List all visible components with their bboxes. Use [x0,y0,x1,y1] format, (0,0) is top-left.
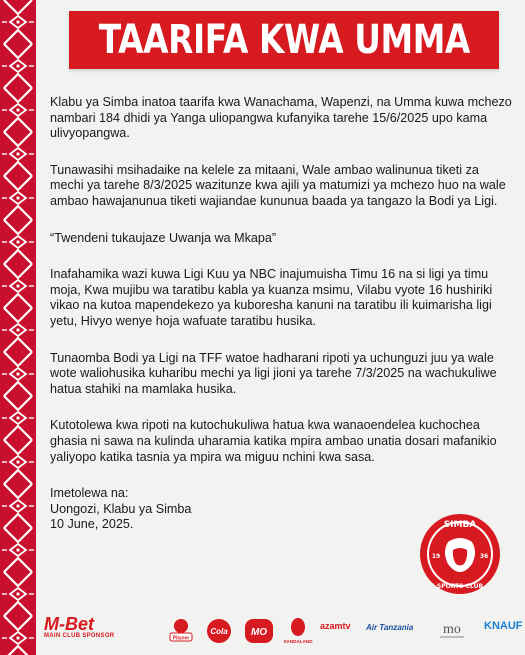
paragraph-4: Inafahamika wazi kuwa Ligi Kuu ya NBC inajumuisha Timu 16 na si ligi ya timu moja, Kwa mujibu wa taratibu kabla ya kuanza msimu, Vilabu vyote 16 hushiriki vikao na kutoa mapendekezo ya kuboresha kanuni na taratibu ili kuimarisha ligi yetu, Hivyo wenye hoja wafuate taratibu husika. [50,267,493,328]
sponsor-mo [244,618,274,649]
logo-name: SIMBA [443,520,477,530]
logo-year-left: 19 [431,553,441,560]
statement-body [50,95,512,533]
signature-organization: Uongozi, Klabu ya Simba [50,501,192,516]
mo-logo-icon [244,618,274,644]
page-title: TAARIFA KWA UMMA [98,17,470,63]
sponsor-cola [202,618,236,649]
signature-date: 10 June, 2025. [50,517,134,532]
pilsner-logo-icon [166,616,196,646]
sponsor-mo-assurance [434,618,470,647]
paragraph-1: Klabu ya Simba inatoa taarifa kwa Wanachama, Wapenzi, na Umma kuwa mchezo nambari 184 dhidi ya Yanga uliopangwa kufanyika tarehe 15/6/2025 upo kama ulivyopangwa. [50,95,512,141]
mo-assurance-logo-icon [434,618,470,642]
simba-sports-club-logo [418,512,502,596]
title-banner [69,11,499,69]
paragraph-6: Kutotolewa kwa ripoti na kutochukuliwa hatua kwa wanaoendelea kuchochea ghasia ni sawa na kulinda uharamia katika mpira ambao unatia dosari mafanikio yaliyopo katika tasnia ya mpira wa miguu nchini kwa sasa. [50,418,497,464]
quote-paragraph: “Twendeni tukaujaze Uwanja wa Mkapa” [50,230,277,245]
cola-logo-icon [202,618,236,644]
sponsor-air-tanzania: Air Tanzania [366,623,414,632]
sponsor-strip [36,608,525,655]
logo-year-right: 36 [479,553,489,560]
svg-text:mo: mo [443,622,461,637]
decorative-left-border [0,0,36,655]
sponsor-azam: azamtv [320,621,351,631]
logo-tagline: SPORTS CLUB [436,583,484,590]
mbet-main-sponsor-label: MAIN CLUB SPONSOR [44,633,115,639]
svg-text:MO: MO [250,627,268,638]
svg-text:SANDALAND: SANDALAND [283,639,313,644]
border-pattern [0,0,36,655]
mbet-logo-text: M-Bet [44,614,94,634]
sponsor-pilsner [166,616,196,651]
svg-text:Cola: Cola [210,627,228,636]
svg-text:Pilsner: Pilsner [172,635,190,642]
sandaland-logo-icon [280,616,316,646]
paragraph-2: Tunawasihi msihadaike na kelele za mitaani, Wale ambao walinunua tiketi za mechi ya tarehe 8/3/2025 wazitunze kwa ajili ya matumizi ya mchezo huo na wale ambao hawajanunua tiketi wajiandae kununua baada ya tangazo la Bodi ya Ligi. [50,162,506,208]
sponsor-mbet [44,614,114,639]
signature-issued-by: Imetolewa na: [50,486,129,501]
paragraph-5: Tunaomba Bodi ya Ligi na TFF watoe hadharani ripoti ya uchunguzi juu ya wale wote waliohusika kuharibu mechi ya ligi jioni ya tarehe 7/3/2025 na wachukuliwe hatua stahiki na mamlaka husika. [50,350,497,396]
sponsor-sandaland [280,616,316,651]
sponsor-knauf: KNAUF [484,620,523,632]
